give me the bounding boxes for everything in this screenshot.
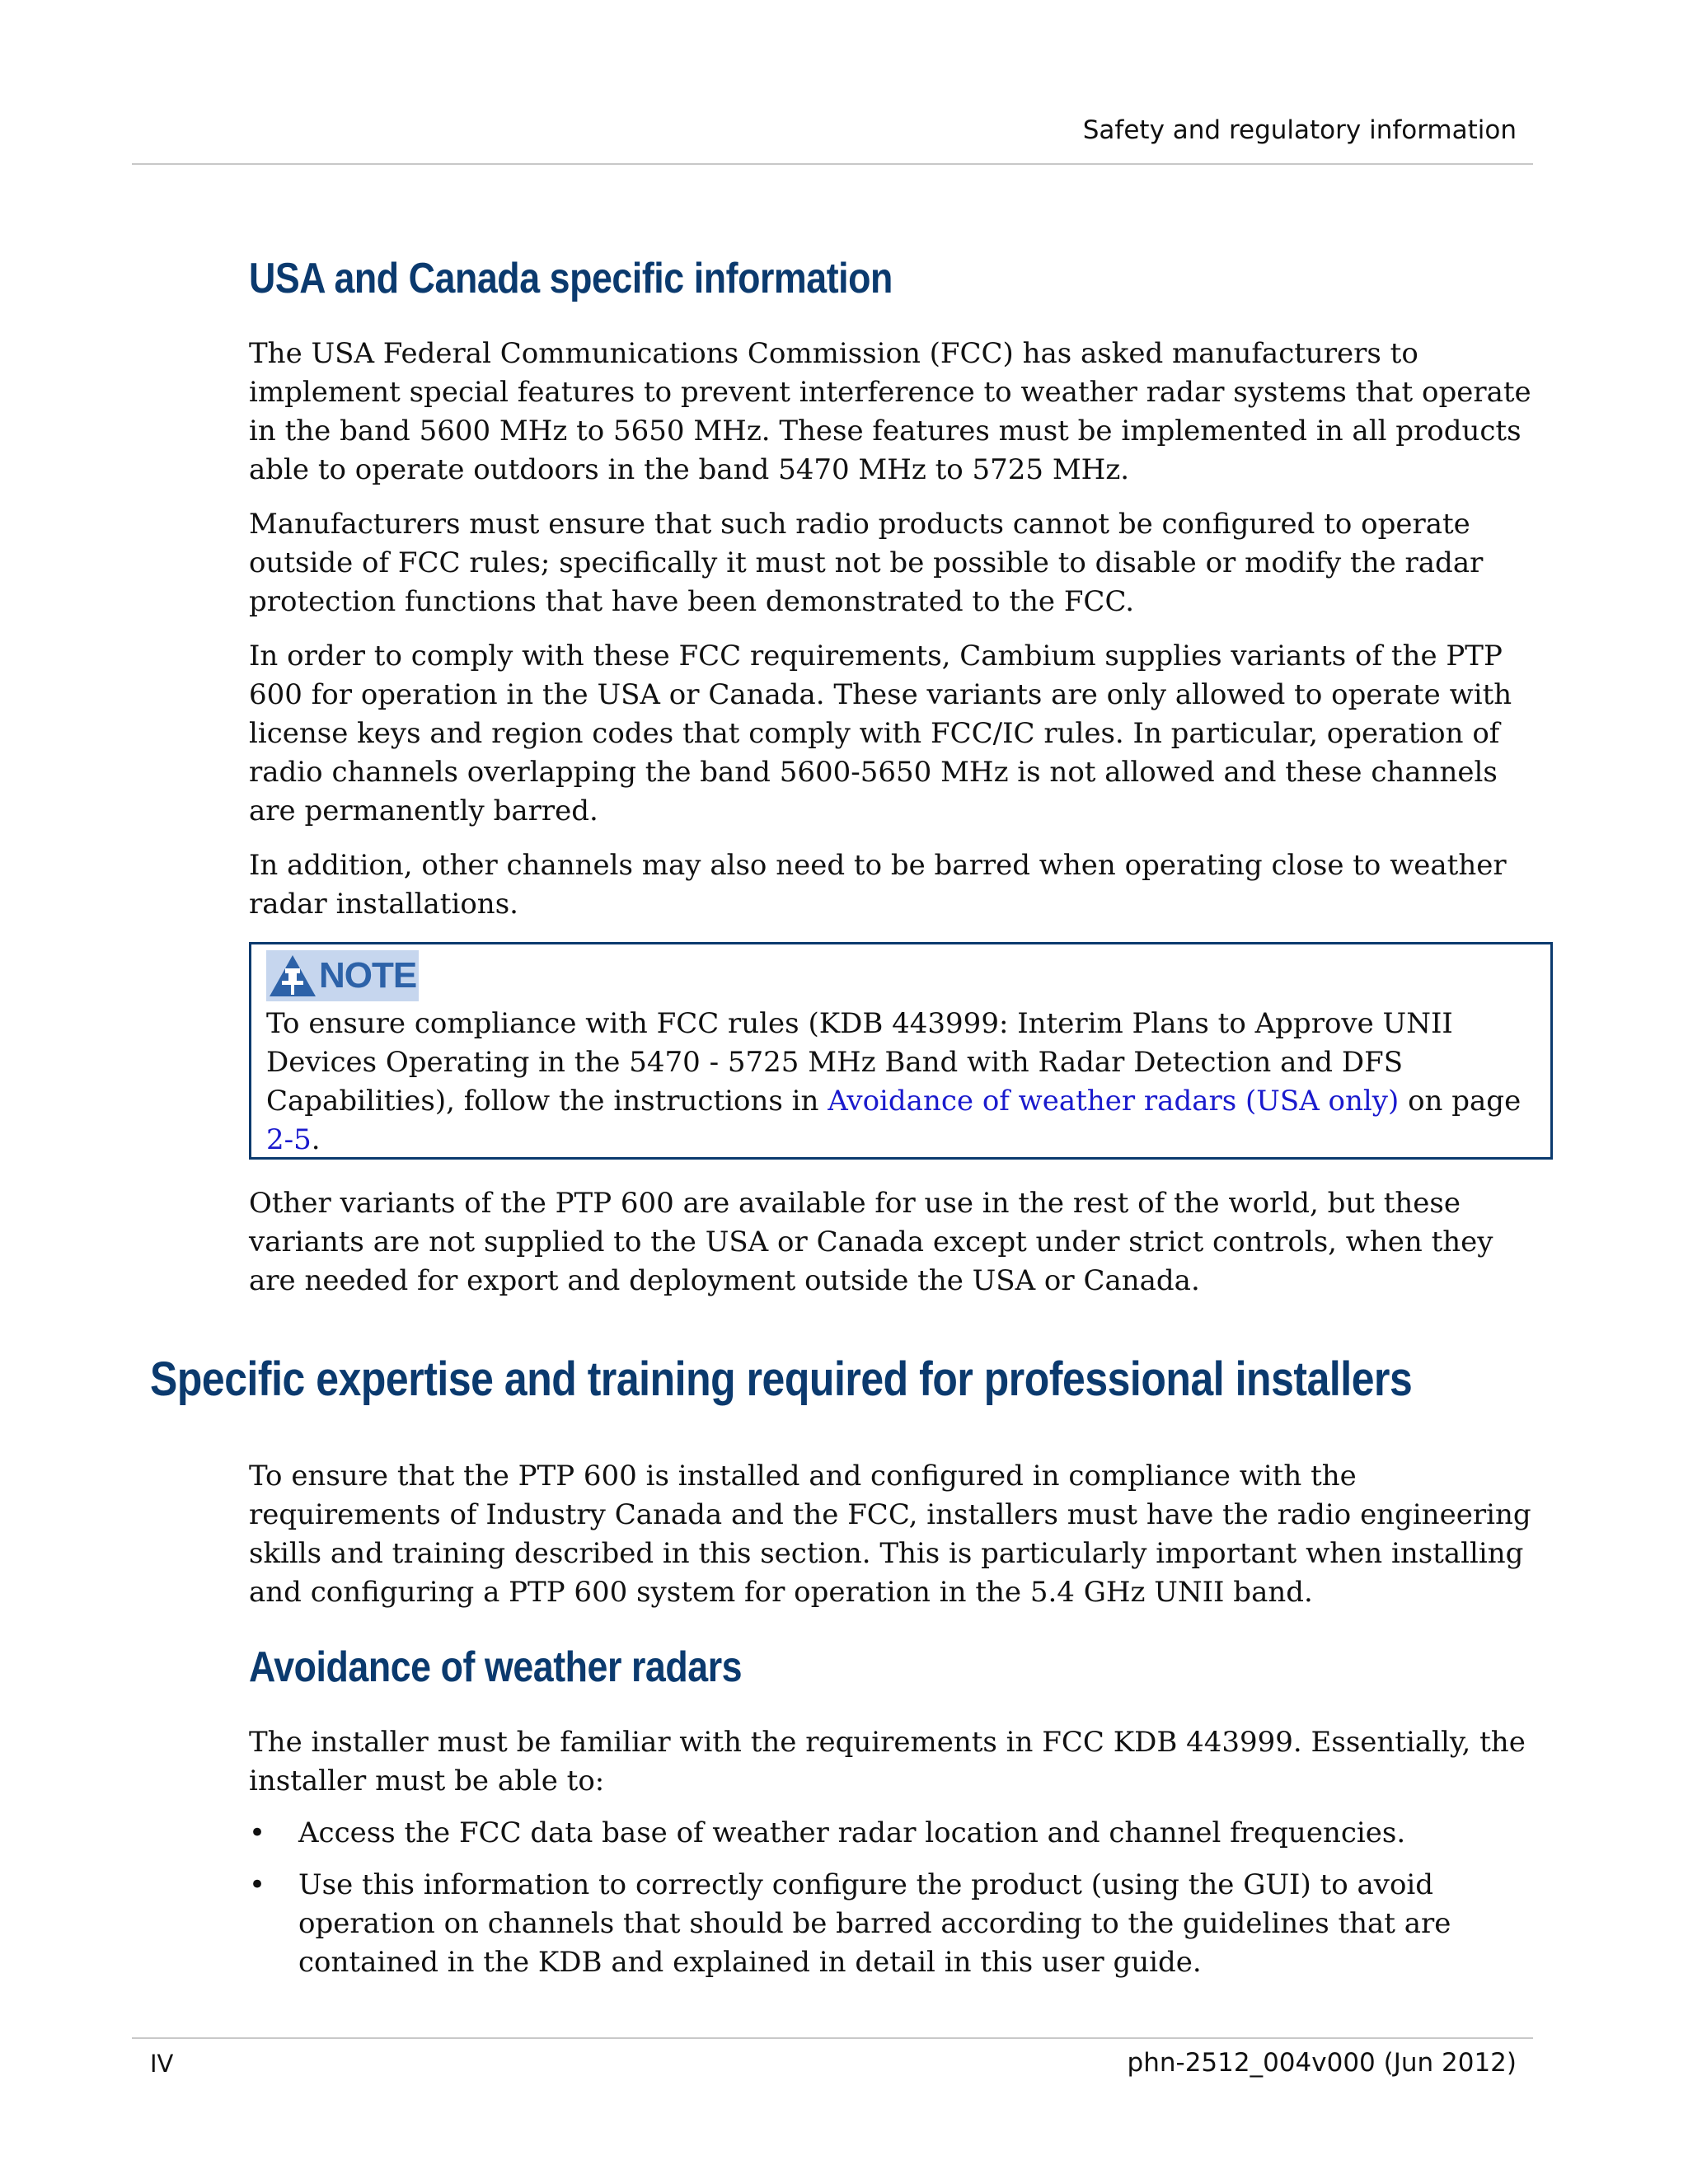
usa-paragraph-5: Other variants of the PTP 600 are available for use in the rest of the world, but these variants are not supplied to the USA or Canada except under strict controls, when they are needed for export and deployment outside the USA or Canada. [249,1187,1493,1297]
list-item: • Access the FCC data base of weather radar location and channel frequencies. [249,1816,1406,1849]
warning-pin-icon [268,954,317,998]
radars-bullet-list [249,1814,1535,1995]
document-id: phn-2512_004v000 (Jun 2012) [1127,2048,1517,2078]
expertise-paragraph-1: To ensure that the PTP 600 is installed and configured in compliance with the requirements of Industry Canada and the FCC, installers must have the radio engineering skills and training described in this section. This is particularly important when installing and configuring a PTP 600 system for operation in the 5.4 GHz UNII band. [249,1460,1531,1609]
usa-paragraph-2: Manufacturers must ensure that such radio products cannot be configured to operate outside of FCC rules; specifically it must not be possible to disable or modify the radar protection functions that have been demonstrated to the FCC. [249,508,1484,618]
radars-paragraph-1: The installer must be familiar with the requirements in FCC KDB 443999. Essentially, the installer must be able to: [249,1726,1526,1797]
heading-usa-canada: USA and Canada specific information [249,255,893,302]
usa-paragraph-4: In addition, other channels may also need to be barred when operating close to weather radar installations. [249,849,1507,921]
page-number: IV [150,2050,174,2078]
avoidance-weather-radars-link[interactable]: Avoidance of weather radars (USA only) [828,1085,1400,1118]
running-header: Safety and regulatory information [1082,115,1517,145]
footer-rule [132,2037,1533,2039]
note-text-page: on page [1399,1085,1522,1118]
note-text-end: . [311,1123,321,1156]
page-2-5-link[interactable]: 2-5 [266,1123,312,1156]
note-badge [266,950,419,1001]
note-box [249,942,1553,1160]
usa-paragraph-3: In order to comply with these FCC requirements, Cambium supplies variants of the PTP 600 for operation in the USA or Canada. These variants are only allowed to operate with license keys and region codes that comply with FCC/IC rules. In particular, operation of radio channels overlapping the band 5600-5650 MHz is not allowed and these channels are permanently barred. [249,640,1512,827]
usa-paragraph-1: The USA Federal Communications Commission (FCC) has asked manufacturers to implement special features to prevent interference to weather radar systems that operate in the band 5600 MHz to 5650 MHz. These features must be implemented in all products able to operate outdoors in the band 5470 MHz to 5725 MHz. [249,337,1531,486]
heading-expertise: Specific expertise and training required for professional installers [150,1352,1413,1406]
note-label: NOTE [319,955,417,996]
header-rule [132,163,1533,165]
list-item: • Use this information to correctly configure the product (using the GUI) to avoid operation on channels that should be barred according to the guidelines that are contained in the KDB and explained in detail in this user guide. [249,1868,1451,1979]
note-text [266,1005,1536,1160]
note-text-intro: To ensure compliance with FCC rules (KDB 443999: Interim Plans to Approve UNII Devices Operating in the 5470 - 5725 MHz Band with Radar Detection and DFS Capabilities), follow the instructions in [266,1007,1453,1118]
heading-avoidance-weather-radars: Avoidance of weather radars [249,1643,743,1691]
